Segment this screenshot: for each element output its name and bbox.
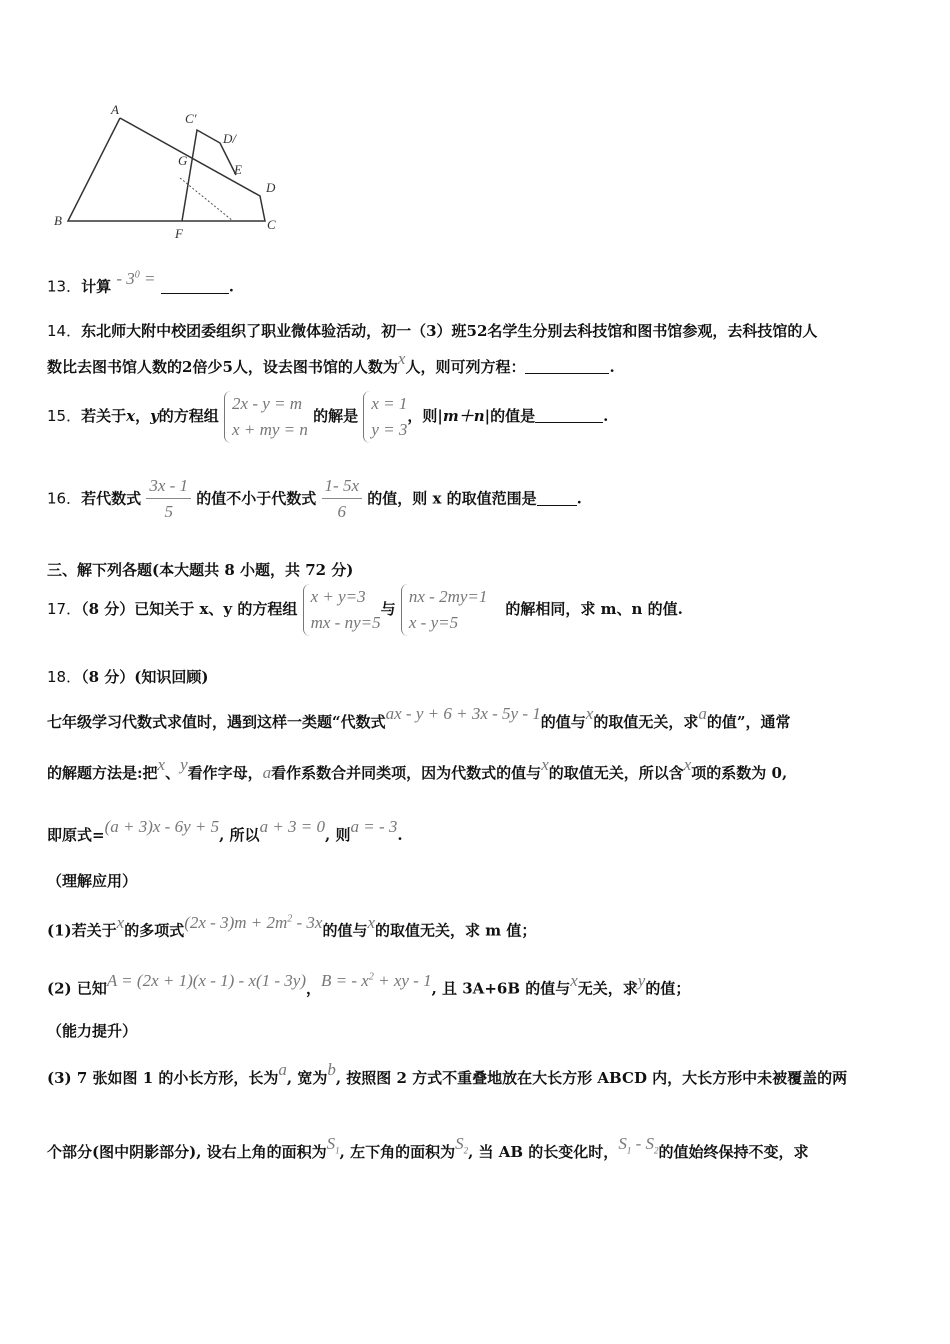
label-D-prime: D/: [223, 131, 236, 146]
q18-recall-line2: 的解题方法是:把x、y看作字母，a看作系数合并同类项，因为代数式的值与x的取值无关，所以含x项的系数为 0,: [47, 755, 788, 782]
q18-tag-apply: （理解应用）: [47, 872, 138, 890]
question-17: 17．（8 分）已知关于 x、y 的方程组 x + y=3 mx - ny=5 与 nx - 2my=1 x - y=5 的解相同，求 m、n 的值.: [47, 584, 683, 636]
label-D: D: [266, 180, 276, 195]
section-3-title: 三、解下列各题(本大题共 8 小题，共 72 分): [47, 561, 354, 579]
question-15: 15．若关于x，y的方程组 2x - y = m x + my = n 的解是 x = 1 y = 3 ，则|m＋n|的值是 .: [47, 391, 608, 443]
q18-tag-ability: （能力提升）: [47, 1022, 138, 1040]
answer-blank[interactable]: [525, 359, 609, 374]
q18-sub2: (2) 已知A = (2x + 1)(x - 1) - x(1 - 3y)，B = - $x^2$ + xy - 1, 且 3A+6B 的值与x无关，求y的值；: [47, 970, 691, 998]
geometry-figure: [40, 100, 300, 245]
q18-sub3-line2: 个部分(图中阴影部分), 设右上角的面积为$S_1$, 左下角的面积为$S_2$, 当 AB 的长变化时，$S_1 - S_2$的值始终保持不变，求: [47, 1134, 809, 1161]
answer-blank[interactable]: [161, 279, 229, 294]
answer-blank[interactable]: [535, 408, 603, 423]
label-E: E: [234, 162, 242, 177]
q16-fraction-2: $\frac{1- 5x}{6}$: [322, 474, 362, 525]
question-13: 13．计算 - $3^0$ = .: [47, 268, 234, 296]
answer-blank[interactable]: [537, 491, 577, 506]
label-F: F: [175, 226, 183, 241]
q18-sub1: (1)若关于x的多项式$(2x - 3)m + 2m^2 - 3x$的值与x的取值无关，求 m 值；: [47, 912, 537, 940]
q16-fraction-1: $\frac{3x - 1}{5}$: [146, 474, 191, 525]
q18-recall-line1: 七年级学习代数式求值时，遇到这样一类题“代数式ax - y + 6 + 3x - 5y - 1的值与x的取值无关，求a的值”，通常: [47, 704, 791, 731]
q17-system-2: nx - 2my=1 x - y=5: [401, 584, 488, 636]
question-16: 16．若代数式 $\frac{3x - 1}{5}$ 的值不小于代数式 $\frac{1- 5x}{6}$ 的值，则 x 的取值范围是 .: [47, 474, 582, 525]
q13-expression: - $3^0$ =: [116, 268, 156, 288]
q15-equation-system: 2x - y = m x + my = n: [224, 391, 308, 443]
question-14-line1: 14．东北师大附中校团委组织了职业微体验活动，初一（3）班52名学生分别去科技馆和图书馆参观，去科技馆的人: [47, 322, 818, 340]
q17-system-1: x + y=3 mx - ny=5: [303, 584, 381, 636]
label-A: A: [111, 102, 119, 117]
q15-solution-system: x = 1 y = 3: [363, 391, 407, 443]
label-C: C: [267, 217, 276, 232]
label-C-prime: C′: [185, 111, 197, 126]
q18-recall-line3: 即原式=(a + 3)x - 6y + 5, 所以a + 3 = 0, 则a = - 3.: [47, 817, 403, 844]
question-14-line2: 数比去图书馆人数的2倍少5人，设去图书馆的人数为x人，则可列方程： .: [47, 349, 615, 376]
question-18-header: 18．（8 分）(知识回顾): [47, 668, 209, 686]
q18-sub3-line1: (3) 7 张如图 1 的小长方形，长为a, 宽为b, 按照图 2 方式不重叠地放在大长方形 ABCD 内，大长方形中未被覆盖的两: [47, 1060, 848, 1087]
label-B: B: [54, 213, 62, 228]
label-G: G: [178, 153, 188, 168]
